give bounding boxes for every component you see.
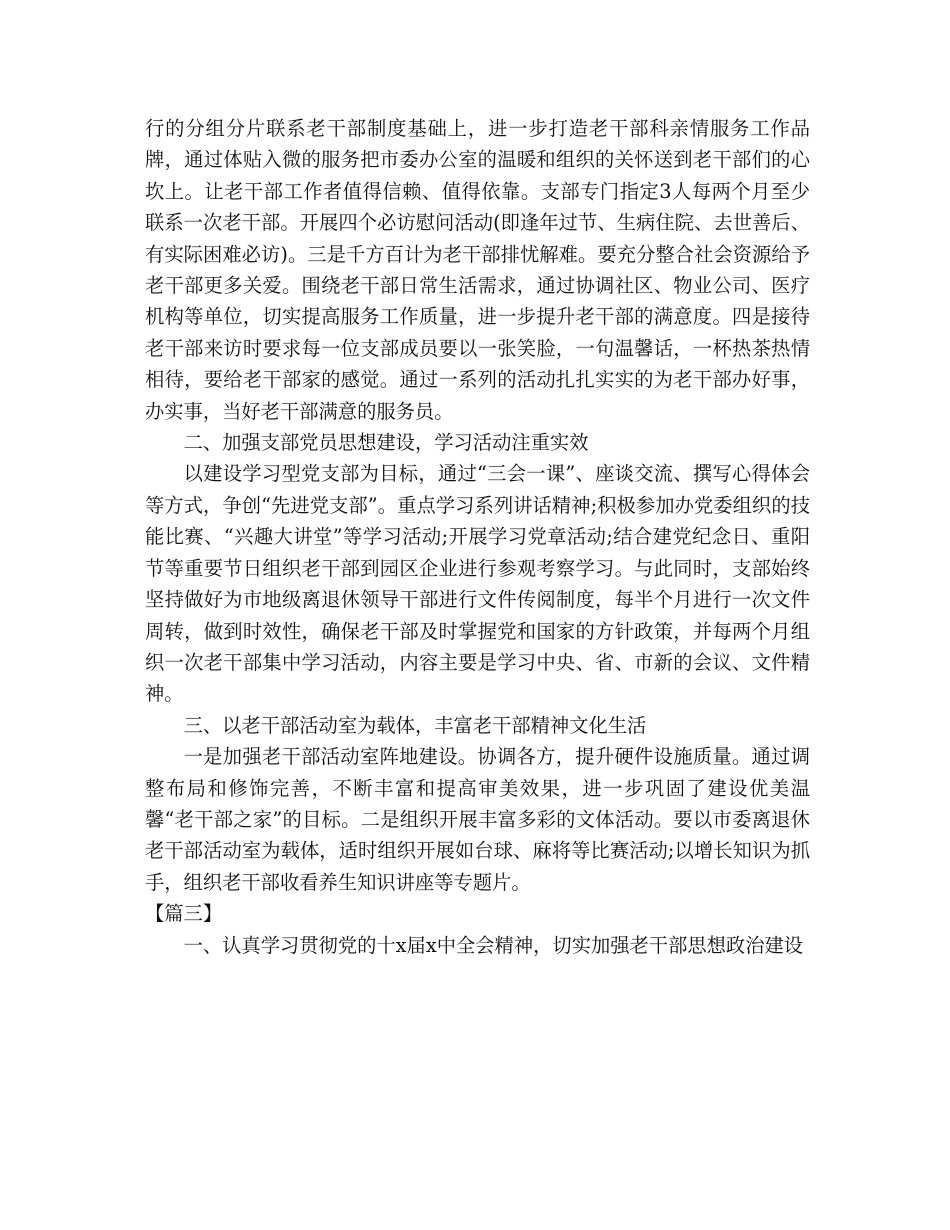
chapter-marker: 【篇三】 (145, 902, 223, 926)
section-heading-political-study: 一、认真学习贯彻党的十x届x中全会精神，切实加强老干部思想政治建设 (183, 933, 804, 957)
paragraph-study-activities: 以建设学习型党支部为目标，通过“三会一课”、座谈交流、撰写心得体会等方式，争创“先进党支部”。重点学习系列讲话精神;积极参加办党委组织的技能比赛、“兴趣大讲堂”等学习活动;开展学习党章活动;结合建党纪念日、重阳节等重要节日组织老干部到园区企业进行参观考察学习。与此同时，支部始终坚持做好为市地级离退休领导干部进行文件传阅制度，每半个月进行一次文件周转，做到时效性，确保老干部及时掌握党和国家的方针政策，并每两个月组织一次老干部集中学习活动，内容主要是学习中央、省、市新的会议、文件精神。 (145, 462, 810, 706)
paragraph-activity-room: 一是加强老干部活动室阵地建设。协调各方，提升硬件设施质量。通过调整布局和修饰完善，不断丰富和提高审美效果，进一步巩固了建设优美温馨“老干部之家”的目标。二是组织开展丰富多彩的文体活动。要以市委离退休老干部活动室为载体，适时组织开展如台球、麻将等比赛活动;以增长知识为抓手，组织老干部收看养生知识讲座等专题片。 (145, 745, 810, 894)
document-page (145, 113, 810, 961)
paragraph-service-brand: 行的分组分片联系老干部制度基础上，进一步打造老干部科亲情服务工作品牌，通过体贴入微的服务把市委办公室的温暖和组织的关怀送到老干部们的心坎上。让老干部工作者值得信赖、值得依靠。支部专门指定3人每两个月至少联系一次老干部。开展四个必访慰问活动(即逢年过节、生病住院、去世善后、有实际困难必访)。三是千方百计为老干部排忧解难。要充分整合社会资源给予老干部更多关爱。围绕老干部日常生活需求，通过协调社区、物业公司、医疗机构等单位，切实提高服务工作质量，进一步提升老干部的满意度。四是接待老干部来访时要求每一位支部成员要以一张笑脸，一句温馨话，一杯热茶热情相待，要给老干部家的感觉。通过一系列的活动扎扎实实的为老干部办好事，办实事，当好老干部满意的服务员。 (145, 117, 810, 423)
section-heading-activity-room: 三、以老干部活动室为载体，丰富老干部精神文化生活 (183, 713, 647, 737)
section-heading-study: 二、加强支部党员思想建设，学习活动注重实效 (183, 431, 589, 455)
